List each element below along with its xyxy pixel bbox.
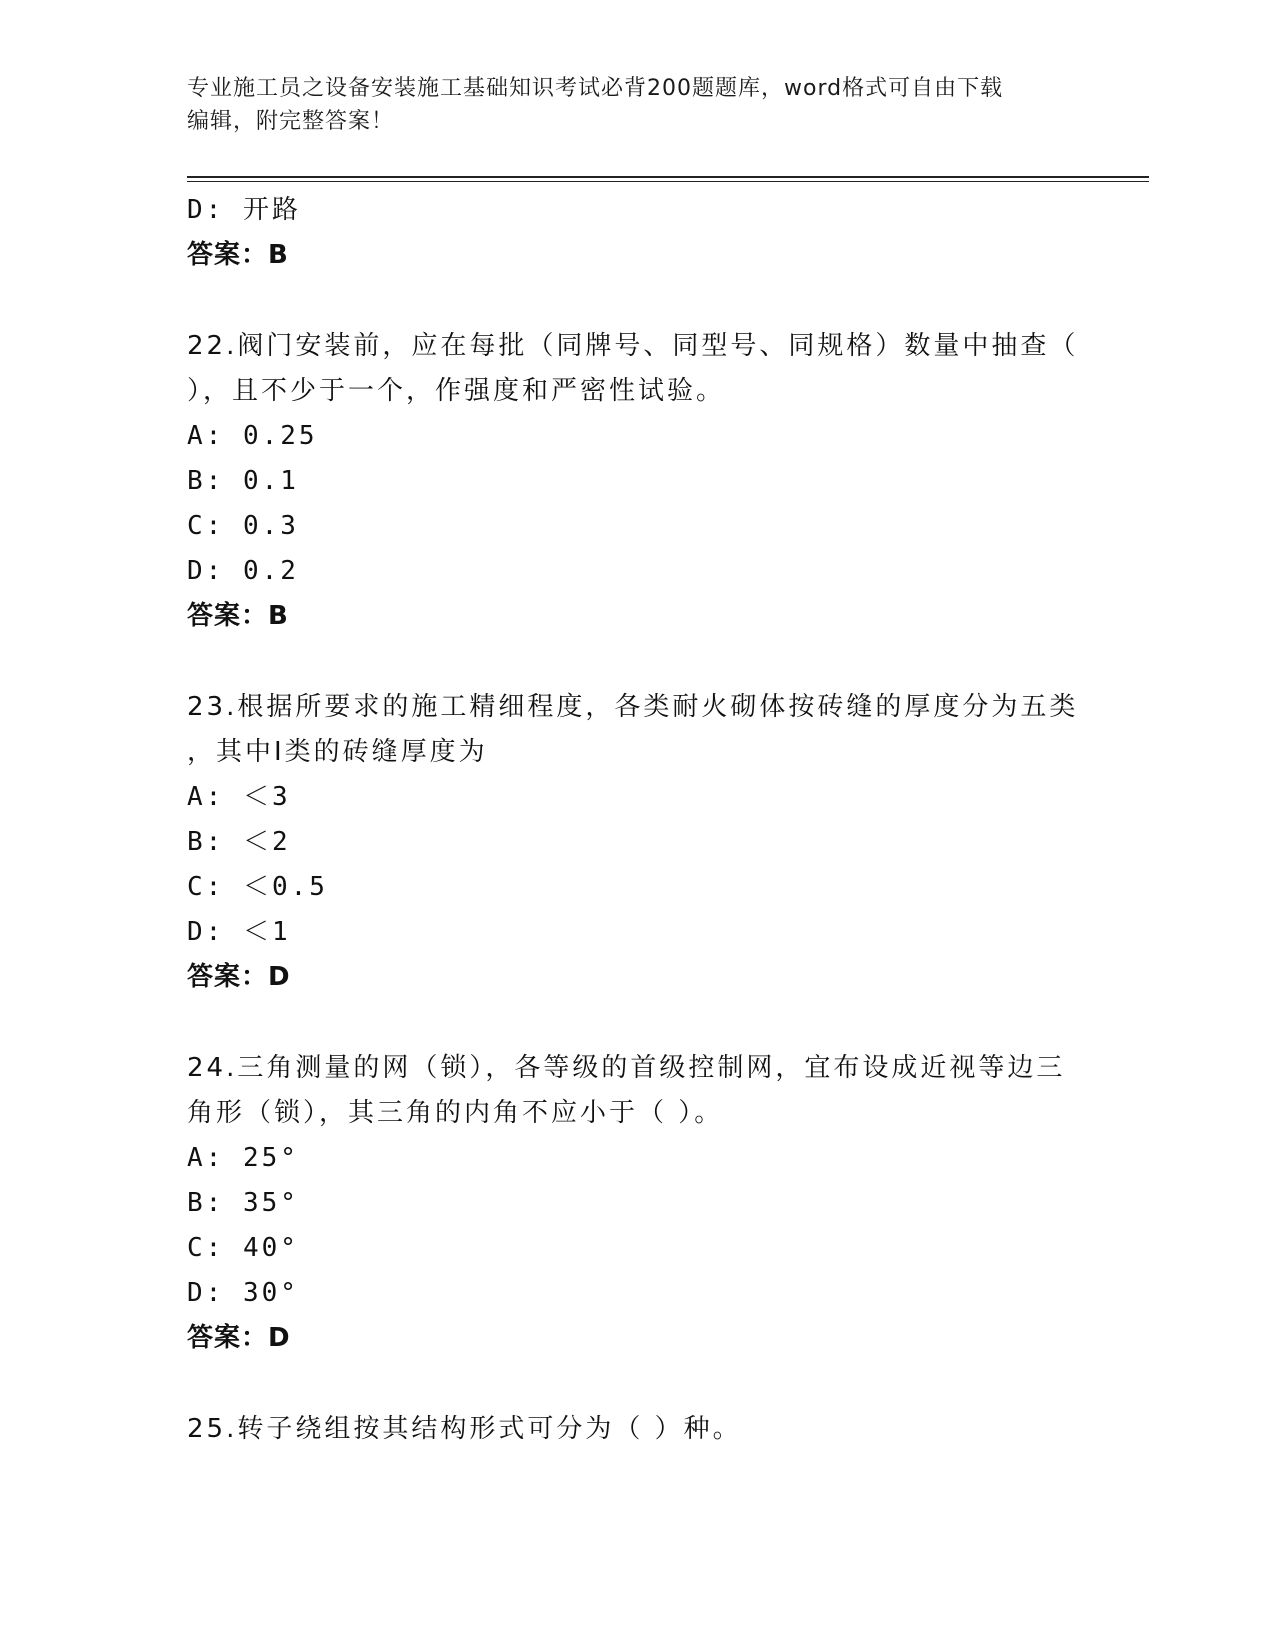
document-header: [187, 72, 1087, 138]
q22-option-c: C: 0.3: [187, 511, 299, 541]
question-22: [187, 324, 1087, 639]
q22-stem-line-1: 22.阀门安装前，应在每批（同牌号、同型号、同规格）数量中抽查（: [187, 331, 1079, 361]
question-23: [187, 685, 1087, 1000]
q23-stem-line-1: 23.根据所要求的施工精细程度，各类耐火砌体按砖缝的厚度分为五类: [187, 692, 1079, 722]
document-body: [187, 188, 1087, 1452]
q24-option-d: D: 30°: [187, 1278, 299, 1308]
q23-option-a: A: ＜3: [187, 782, 291, 812]
header-line-2: 编辑，附完整答案！: [187, 109, 395, 134]
q22-option-b: B: 0.1: [187, 466, 299, 496]
spacer: [187, 1361, 1087, 1407]
q22-option-a: A: 0.25: [187, 421, 318, 451]
q23-answer: 答案：D: [187, 962, 291, 992]
spacer: [187, 278, 1087, 324]
q23-option-c: C: ＜0.5: [187, 872, 328, 902]
header-rule-thin: [187, 181, 1149, 182]
q23-option-d: D: ＜1: [187, 917, 291, 947]
q24-option-a: A: 25°: [187, 1143, 299, 1173]
q21-answer: 答案：B: [187, 240, 289, 270]
spacer: [187, 1000, 1087, 1046]
header-rule-thick: [187, 176, 1149, 178]
q24-answer: 答案：D: [187, 1323, 291, 1353]
q24-option-b: B: 35°: [187, 1188, 299, 1218]
q22-answer: 答案：B: [187, 601, 289, 631]
q24-stem-line-1: 24.三角测量的网（锁），各等级的首级控制网，宜布设成近视等边三: [187, 1053, 1066, 1083]
question-24: [187, 1046, 1087, 1361]
q23-option-b: B: ＜2: [187, 827, 291, 857]
spacer: [187, 639, 1087, 685]
q22-stem-line-2: ），且不少于一个，作强度和严密性试验。: [187, 376, 726, 406]
q25-stem-line-1: 25.转子绕组按其结构形式可分为（ ）种。: [187, 1414, 742, 1444]
q22-option-d: D: 0.2: [187, 556, 299, 586]
header-line-1: 专业施工员之设备安装施工基础知识考试必背200题题库，word格式可自由下载: [187, 76, 1004, 101]
q23-stem-line-2: ，其中Ⅰ类的砖缝厚度为: [187, 737, 488, 767]
question-25: [187, 1407, 1087, 1452]
q24-stem-line-2: 角形（锁），其三角的内角不应小于（ ）。: [187, 1098, 724, 1128]
q21-option-d: D: 开路: [187, 195, 301, 225]
q24-option-c: C: 40°: [187, 1233, 299, 1263]
